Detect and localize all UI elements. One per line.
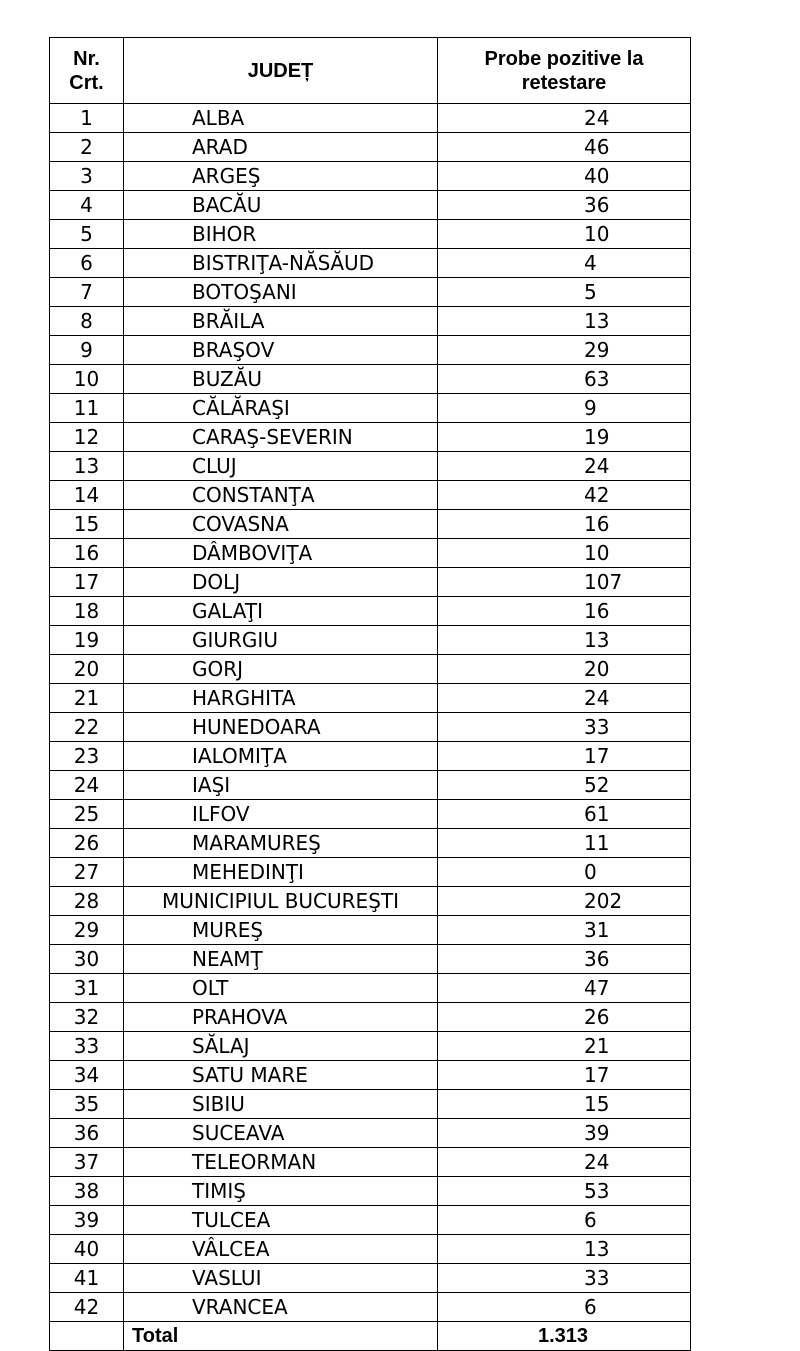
row-judet: BISTRIŢA-NĂSĂUD xyxy=(124,249,438,278)
row-value: 24 xyxy=(438,452,691,481)
row-nr: 18 xyxy=(50,597,124,626)
total-empty-cell xyxy=(50,1322,124,1351)
row-nr: 7 xyxy=(50,278,124,307)
row-nr: 5 xyxy=(50,220,124,249)
row-nr: 39 xyxy=(50,1206,124,1235)
row-judet: ILFOV xyxy=(124,800,438,829)
row-value: 36 xyxy=(438,945,691,974)
row-nr: 9 xyxy=(50,336,124,365)
row-nr: 41 xyxy=(50,1264,124,1293)
row-nr: 29 xyxy=(50,916,124,945)
row-nr: 42 xyxy=(50,1293,124,1322)
county-table xyxy=(49,37,691,1351)
row-value: 24 xyxy=(438,684,691,713)
row-judet: MEHEDINŢI xyxy=(124,858,438,887)
row-judet: MARAMUREŞ xyxy=(124,829,438,858)
table-row xyxy=(50,1293,691,1322)
row-judet: VRANCEA xyxy=(124,1293,438,1322)
table-row xyxy=(50,510,691,539)
row-value: 16 xyxy=(438,597,691,626)
row-judet: TIMIŞ xyxy=(124,1177,438,1206)
row-value: 42 xyxy=(438,481,691,510)
table-row xyxy=(50,481,691,510)
row-value: 24 xyxy=(438,1148,691,1177)
row-judet: ARGEŞ xyxy=(124,162,438,191)
row-judet: HARGHITA xyxy=(124,684,438,713)
row-nr: 35 xyxy=(50,1090,124,1119)
row-judet: IAŞI xyxy=(124,771,438,800)
table-row xyxy=(50,307,691,336)
row-judet: CĂLĂRAŞI xyxy=(124,394,438,423)
row-judet: ARAD xyxy=(124,133,438,162)
row-value: 24 xyxy=(438,104,691,133)
row-value: 11 xyxy=(438,829,691,858)
row-judet: BRAŞOV xyxy=(124,336,438,365)
row-nr: 40 xyxy=(50,1235,124,1264)
row-value: 16 xyxy=(438,510,691,539)
row-value: 10 xyxy=(438,539,691,568)
row-value: 26 xyxy=(438,1003,691,1032)
table-row xyxy=(50,974,691,1003)
row-judet: MUNICIPIUL BUCUREŞTI xyxy=(124,887,438,916)
row-judet: PRAHOVA xyxy=(124,1003,438,1032)
table-row xyxy=(50,1148,691,1177)
row-value: 47 xyxy=(438,974,691,1003)
row-judet: NEAMŢ xyxy=(124,945,438,974)
table-row xyxy=(50,1061,691,1090)
row-value: 17 xyxy=(438,742,691,771)
table-row xyxy=(50,1003,691,1032)
row-judet: COVASNA xyxy=(124,510,438,539)
row-judet: SĂLAJ xyxy=(124,1032,438,1061)
row-value: 107 xyxy=(438,568,691,597)
row-nr: 34 xyxy=(50,1061,124,1090)
row-judet: MUREŞ xyxy=(124,916,438,945)
row-nr: 27 xyxy=(50,858,124,887)
table-row xyxy=(50,597,691,626)
row-value: 52 xyxy=(438,771,691,800)
table-row xyxy=(50,104,691,133)
row-value: 39 xyxy=(438,1119,691,1148)
row-nr: 23 xyxy=(50,742,124,771)
row-nr: 21 xyxy=(50,684,124,713)
row-judet: CLUJ xyxy=(124,452,438,481)
row-nr: 8 xyxy=(50,307,124,336)
row-judet: DÂMBOVIŢA xyxy=(124,539,438,568)
table-row xyxy=(50,655,691,684)
row-judet: HUNEDOARA xyxy=(124,713,438,742)
row-value: 9 xyxy=(438,394,691,423)
row-nr: 11 xyxy=(50,394,124,423)
table-header-row xyxy=(50,38,691,104)
row-value: 13 xyxy=(438,307,691,336)
row-nr: 32 xyxy=(50,1003,124,1032)
row-value: 10 xyxy=(438,220,691,249)
total-label: Total xyxy=(124,1322,438,1351)
header-nr-crt xyxy=(50,38,124,104)
row-judet: CONSTANŢA xyxy=(124,481,438,510)
row-nr: 3 xyxy=(50,162,124,191)
table-row xyxy=(50,1119,691,1148)
row-nr: 31 xyxy=(50,974,124,1003)
row-value: 63 xyxy=(438,365,691,394)
row-value: 13 xyxy=(438,626,691,655)
row-judet: BUZĂU xyxy=(124,365,438,394)
row-nr: 36 xyxy=(50,1119,124,1148)
total-value: 1.313 xyxy=(438,1322,691,1351)
table-row xyxy=(50,278,691,307)
total-row xyxy=(50,1322,691,1351)
row-value: 19 xyxy=(438,423,691,452)
row-value: 6 xyxy=(438,1206,691,1235)
row-value: 61 xyxy=(438,800,691,829)
row-nr: 24 xyxy=(50,771,124,800)
row-judet: BRĂILA xyxy=(124,307,438,336)
row-judet: GALAŢI xyxy=(124,597,438,626)
row-value: 5 xyxy=(438,278,691,307)
header-probe: Probe pozitive la retestare xyxy=(438,38,691,104)
row-nr: 6 xyxy=(50,249,124,278)
table-row xyxy=(50,133,691,162)
row-judet: VASLUI xyxy=(124,1264,438,1293)
table-row xyxy=(50,1264,691,1293)
row-nr: 17 xyxy=(50,568,124,597)
table-row xyxy=(50,829,691,858)
header-nr-line2: Crt. xyxy=(69,71,104,94)
row-judet: DOLJ xyxy=(124,568,438,597)
table-row xyxy=(50,916,691,945)
row-nr: 38 xyxy=(50,1177,124,1206)
row-nr: 33 xyxy=(50,1032,124,1061)
row-nr: 2 xyxy=(50,133,124,162)
row-nr: 14 xyxy=(50,481,124,510)
row-judet: VÂLCEA xyxy=(124,1235,438,1264)
table-row xyxy=(50,423,691,452)
row-nr: 28 xyxy=(50,887,124,916)
table-row xyxy=(50,742,691,771)
row-value: 31 xyxy=(438,916,691,945)
table-row xyxy=(50,626,691,655)
table-row xyxy=(50,771,691,800)
row-value: 202 xyxy=(438,887,691,916)
row-nr: 22 xyxy=(50,713,124,742)
header-nr-line1: Nr. xyxy=(73,47,100,70)
row-value: 4 xyxy=(438,249,691,278)
table-row xyxy=(50,1090,691,1119)
row-nr: 37 xyxy=(50,1148,124,1177)
table-row xyxy=(50,162,691,191)
row-judet: TELEORMAN xyxy=(124,1148,438,1177)
row-value: 17 xyxy=(438,1061,691,1090)
row-judet: OLT xyxy=(124,974,438,1003)
table-row xyxy=(50,452,691,481)
row-judet: BOTOŞANI xyxy=(124,278,438,307)
table-row xyxy=(50,539,691,568)
table-row xyxy=(50,336,691,365)
row-nr: 25 xyxy=(50,800,124,829)
row-value: 33 xyxy=(438,713,691,742)
row-judet: SUCEAVA xyxy=(124,1119,438,1148)
table-row xyxy=(50,1235,691,1264)
row-value: 33 xyxy=(438,1264,691,1293)
row-value: 13 xyxy=(438,1235,691,1264)
row-nr: 12 xyxy=(50,423,124,452)
row-judet: GORJ xyxy=(124,655,438,684)
table-row xyxy=(50,249,691,278)
table-row xyxy=(50,191,691,220)
row-judet: SIBIU xyxy=(124,1090,438,1119)
row-value: 36 xyxy=(438,191,691,220)
row-value: 40 xyxy=(438,162,691,191)
table-row xyxy=(50,945,691,974)
row-value: 15 xyxy=(438,1090,691,1119)
row-nr: 1 xyxy=(50,104,124,133)
table-row xyxy=(50,800,691,829)
row-value: 29 xyxy=(438,336,691,365)
row-nr: 16 xyxy=(50,539,124,568)
table-body xyxy=(50,104,691,1351)
row-value: 46 xyxy=(438,133,691,162)
row-judet: BACĂU xyxy=(124,191,438,220)
row-nr: 10 xyxy=(50,365,124,394)
row-judet: GIURGIU xyxy=(124,626,438,655)
row-judet: CARAŞ-SEVERIN xyxy=(124,423,438,452)
row-value: 53 xyxy=(438,1177,691,1206)
table-row xyxy=(50,713,691,742)
row-judet: SATU MARE xyxy=(124,1061,438,1090)
table-row xyxy=(50,394,691,423)
table-row xyxy=(50,1206,691,1235)
table-row xyxy=(50,365,691,394)
row-nr: 13 xyxy=(50,452,124,481)
row-value: 6 xyxy=(438,1293,691,1322)
row-judet: IALOMIŢA xyxy=(124,742,438,771)
table-row xyxy=(50,220,691,249)
row-nr: 20 xyxy=(50,655,124,684)
table-row xyxy=(50,887,691,916)
row-nr: 19 xyxy=(50,626,124,655)
table-row xyxy=(50,684,691,713)
row-judet: ALBA xyxy=(124,104,438,133)
row-nr: 26 xyxy=(50,829,124,858)
table-row xyxy=(50,568,691,597)
row-judet: TULCEA xyxy=(124,1206,438,1235)
table-row xyxy=(50,858,691,887)
row-value: 21 xyxy=(438,1032,691,1061)
row-judet: BIHOR xyxy=(124,220,438,249)
table-row xyxy=(50,1032,691,1061)
row-nr: 4 xyxy=(50,191,124,220)
header-judet: JUDEȚ xyxy=(124,38,438,104)
row-value: 20 xyxy=(438,655,691,684)
row-value: 0 xyxy=(438,858,691,887)
row-nr: 30 xyxy=(50,945,124,974)
table-row xyxy=(50,1177,691,1206)
row-nr: 15 xyxy=(50,510,124,539)
